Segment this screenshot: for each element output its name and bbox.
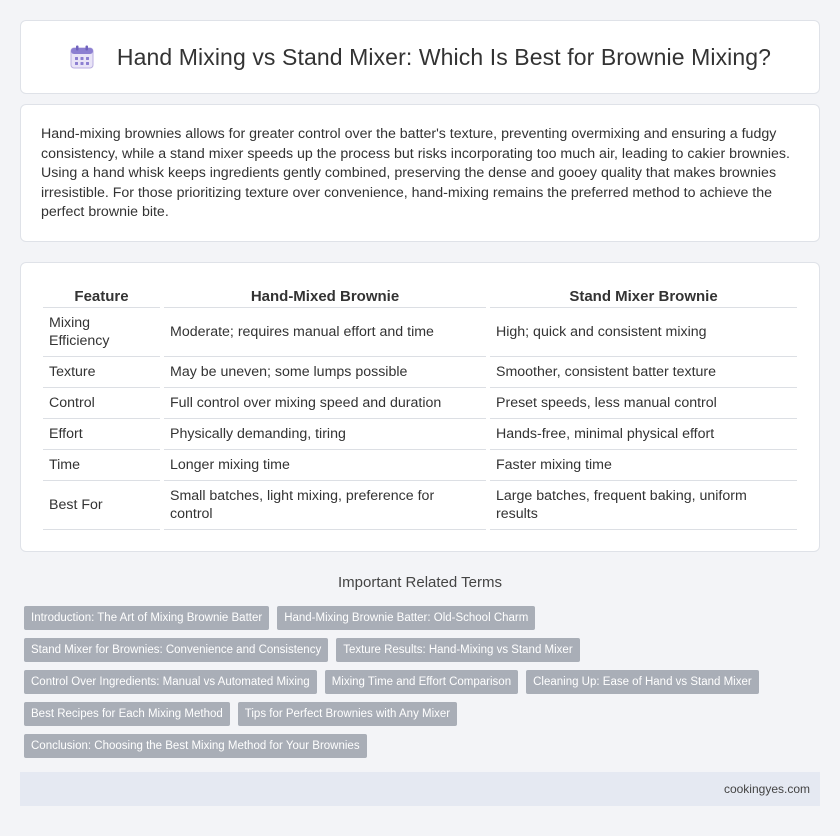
- related-terms-list: [24, 606, 824, 766]
- table-header-row: [43, 281, 797, 308]
- table-cell: Best For: [43, 481, 160, 530]
- tag-row: [24, 702, 824, 726]
- table-row: [43, 388, 797, 419]
- table-cell: Physically demanding, tiring: [164, 419, 486, 450]
- related-term-tag[interactable]: Introduction: The Art of Mixing Brownie Batter: [24, 606, 269, 630]
- table-cell: Longer mixing time: [164, 450, 486, 481]
- related-term-tag[interactable]: Mixing Time and Effort Comparison: [325, 670, 518, 694]
- table-cell: Mixing Efficiency: [43, 308, 160, 357]
- table-cell: Control: [43, 388, 160, 419]
- table-cell: Texture: [43, 357, 160, 388]
- table-row: [43, 357, 797, 388]
- table-cell: High; quick and consistent mixing: [490, 308, 797, 357]
- table-row: [43, 308, 797, 357]
- tag-row: [24, 670, 824, 694]
- related-term-tag[interactable]: Control Over Ingredients: Manual vs Automated Mixing: [24, 670, 317, 694]
- table-cell: Preset speeds, less manual control: [490, 388, 797, 419]
- table-cell: Moderate; requires manual effort and time: [164, 308, 486, 357]
- table-cell: Large batches, frequent baking, uniform results: [490, 481, 797, 530]
- table-row: [43, 419, 797, 450]
- tag-row: [24, 638, 824, 662]
- related-terms-title: Important Related Terms: [338, 574, 502, 591]
- table-cell: Small batches, light mixing, preference for control: [164, 481, 486, 530]
- related-term-tag[interactable]: Conclusion: Choosing the Best Mixing Method for Your Brownies: [24, 734, 367, 758]
- comparison-table-card: [20, 262, 820, 552]
- related-term-tag[interactable]: Stand Mixer for Brownies: Convenience and Consistency: [24, 638, 328, 662]
- column-header-hand-mixed: Hand-Mixed Brownie: [164, 281, 486, 308]
- related-term-tag[interactable]: Hand-Mixing Brownie Batter: Old-School Charm: [277, 606, 535, 630]
- intro-text: Hand-mixing brownies allows for greater control over the batter's texture, preventing overmixing and ensuring a fudgy consistency, while a stand mixer speeds up the process but risks incorporating too much air, leading to cakier brownies. Using a hand whisk keeps ingredients gently combined, preserving the dense and gooey quality that makes brownies irresistible. For those prioritizing texture over convenience, hand-mixing remains the preferred method to achieve the perfect brownie bite.: [41, 126, 790, 221]
- intro-card: [20, 104, 820, 242]
- table-cell: Effort: [43, 419, 160, 450]
- table-row: [43, 481, 797, 530]
- site-name: cookingyes.com: [723, 782, 810, 796]
- header-card: [20, 20, 820, 94]
- column-header-feature: Feature: [43, 281, 160, 308]
- table-cell: Faster mixing time: [490, 450, 797, 481]
- table-cell: Time: [43, 450, 160, 481]
- table-cell: Full control over mixing speed and duration: [164, 388, 486, 419]
- table-cell: Hands-free, minimal physical effort: [490, 419, 797, 450]
- related-term-tag[interactable]: Texture Results: Hand-Mixing vs Stand Mixer: [336, 638, 579, 662]
- footer: [20, 772, 820, 806]
- tag-row: [24, 606, 824, 630]
- tag-row: [24, 734, 824, 758]
- related-term-tag[interactable]: Tips for Perfect Brownies with Any Mixer: [238, 702, 457, 726]
- related-term-tag[interactable]: Cleaning Up: Ease of Hand vs Stand Mixer: [526, 670, 759, 694]
- table-row: [43, 450, 797, 481]
- table-cell: May be uneven; some lumps possible: [164, 357, 486, 388]
- related-term-tag[interactable]: Best Recipes for Each Mixing Method: [24, 702, 230, 726]
- calendar-icon: [69, 44, 95, 70]
- table-cell: Smoother, consistent batter texture: [490, 357, 797, 388]
- column-header-stand-mixer: Stand Mixer Brownie: [490, 281, 797, 308]
- page-title: Hand Mixing vs Stand Mixer: Which Is Best for Brownie Mixing?: [116, 43, 772, 70]
- comparison-table: [39, 281, 801, 530]
